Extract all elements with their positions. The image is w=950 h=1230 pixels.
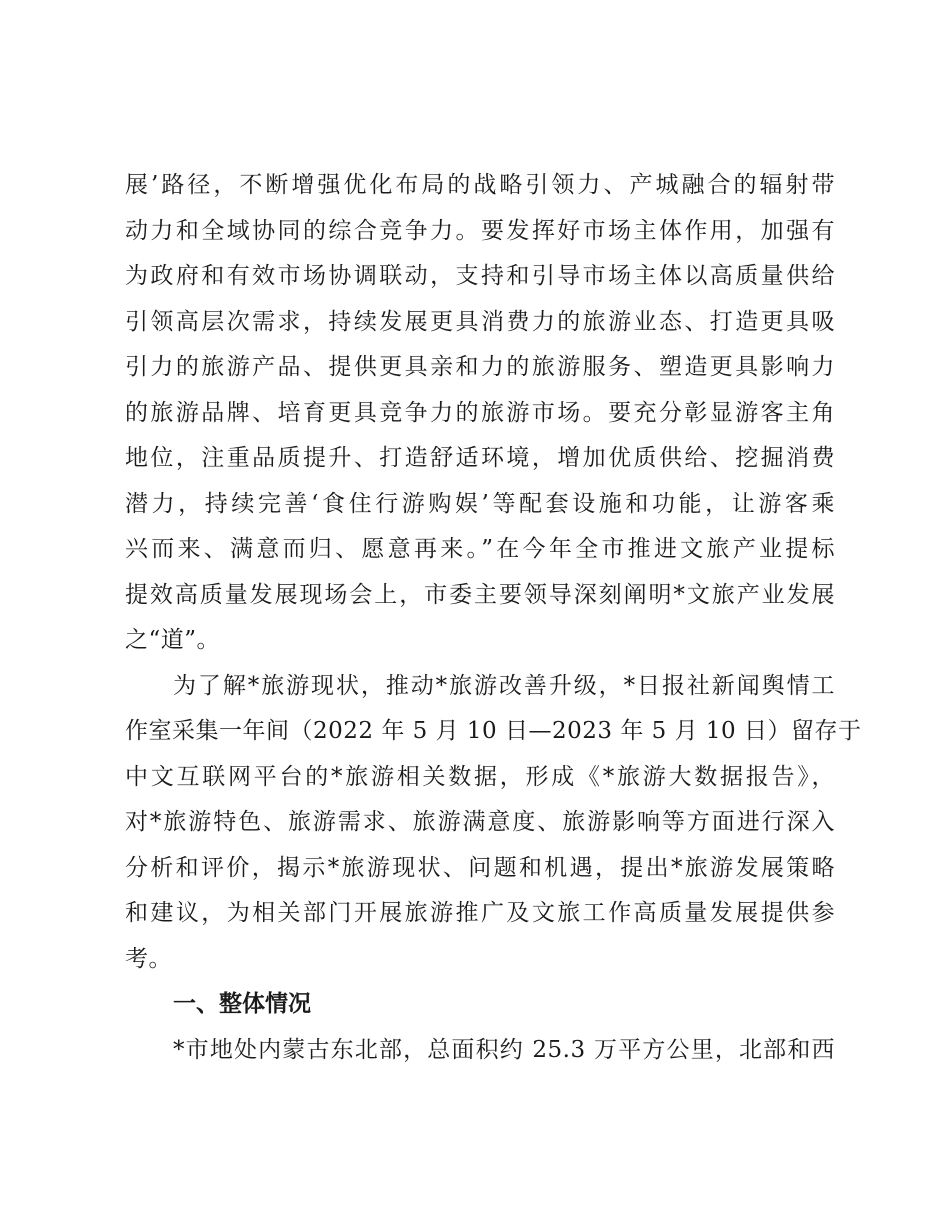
- text-line: 动力和全域协同的综合竞争力。要发挥好市场主体作用，加强有: [125, 217, 835, 244]
- text-line: 考。: [125, 945, 172, 972]
- text-line: 分析和评价，揭示*旅游现状、问题和机遇，提出*旅游发展策略: [125, 854, 835, 881]
- text-line: 为了解*旅游现状，推动*旅游改善升级，*日报社新闻舆情工: [173, 672, 835, 699]
- text-line: 提效高质量发展现场会上，市委主要领导深刻阐明*文旅产业发展: [125, 581, 835, 608]
- text-line: *市地处内蒙古东北部，总面积约 25.3 万平方公里，北部和西: [173, 1036, 835, 1063]
- text-line: 地位，注重品质提升、打造舒适环境，增加优质供给、挖掘消费: [125, 445, 835, 471]
- document-body: [125, 163, 862, 1073]
- text-line: 的旅游品牌、培育更具竞争力的旅游市场。要充分彰显游客主角: [125, 399, 835, 426]
- text-line: 潜力，持续完善‘食住行游购娱’等配套设施和功能，让游客乘: [125, 490, 835, 517]
- section-heading: 一、整体情况: [173, 991, 311, 1017]
- text-line: 中文互联网平台的*旅游相关数据，形成《*旅游大数据报告》，: [125, 763, 835, 790]
- text-line: 之“道”。: [125, 627, 221, 653]
- text-line: 引领高层次需求，持续发展更具消费力的旅游业态、打造更具吸: [125, 308, 835, 335]
- text-line: 展’路径，不断增强优化布局的战略引领力、产城融合的辐射带: [125, 172, 835, 198]
- paragraph-3: [125, 1028, 835, 1074]
- text-line: 作室采集一年间（2022 年 5 月 10 日—2023 年 5 月 10 日）留存于: [125, 718, 862, 744]
- paragraph-1: [125, 163, 835, 664]
- text-line: 引力的旅游产品、提供更具亲和力的旅游服务、塑造更具影响力: [125, 354, 835, 380]
- text-line: 兴而来、满意而归、愿意再来。”在今年全市推进文旅产业提标: [125, 536, 835, 562]
- paragraph-2: [125, 664, 862, 983]
- text-line: 和建议，为相关部门开展旅游推广及文旅工作高质量发展提供参: [125, 900, 835, 926]
- text-line: 对*旅游特色、旅游需求、旅游满意度、旅游影响等方面进行深入: [125, 809, 835, 835]
- text-line: 为政府和有效市场协调联动，支持和引导市场主体以高质量供给: [125, 263, 835, 289]
